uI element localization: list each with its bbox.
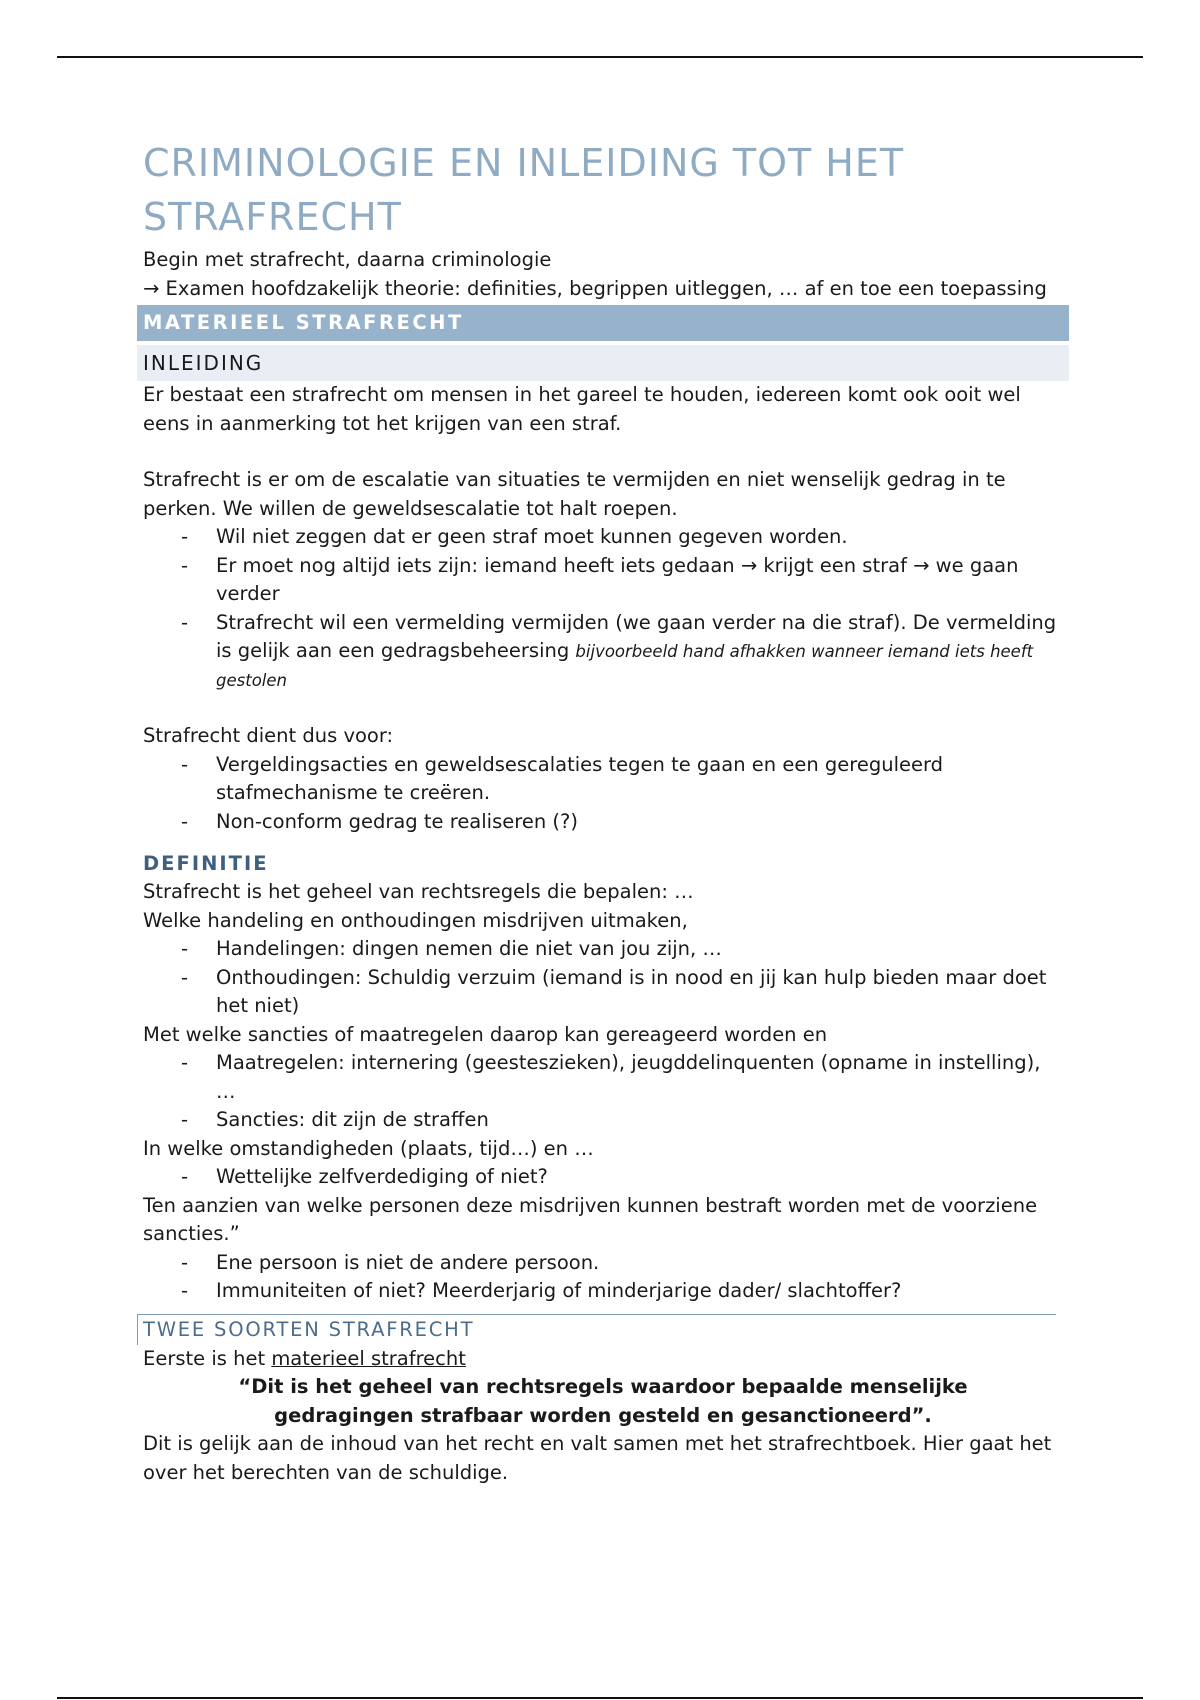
paragraph-text: Eerste is het bbox=[143, 1346, 272, 1370]
footer-rule bbox=[57, 1697, 1143, 1699]
list-item: - Wil niet zeggen dat er geen straf moet kunnen gegeven worden. bbox=[143, 523, 1063, 552]
bullet-list bbox=[143, 1249, 1063, 1306]
paragraph: Ten aanzien van welke personen deze misdrijven kunnen bestraft worden met de voorziene sancties.” bbox=[143, 1193, 1038, 1245]
list-item: - Ene persoon is niet de andere persoon. bbox=[143, 1249, 1063, 1278]
paragraph: Strafrecht is er om de escalatie van situaties te vermijden en niet wenselijk gedrag in te perken. We willen de geweldsescalatie tot halt roepen. bbox=[143, 468, 1006, 520]
example-note: bijvoorbeeld hand afhakken wanneer iemand iets heeft gestolen bbox=[216, 642, 1034, 690]
bullet-list bbox=[143, 523, 1063, 694]
paragraph bbox=[143, 1345, 1063, 1374]
list-item: - Handelingen: dingen nemen die niet van jou zijn, … bbox=[143, 935, 1063, 964]
list-item: - Maatregelen: internering (geesteszieken), jeugddelinquenten (opname in instelling), … bbox=[143, 1049, 1063, 1106]
bullet-list bbox=[143, 1163, 1063, 1192]
list-item: - Non-conform gedrag te realiseren (?) bbox=[143, 808, 1063, 837]
subheading-inleiding: INLEIDING bbox=[137, 345, 1069, 381]
header-rule bbox=[57, 56, 1143, 58]
paragraph: In welke omstandigheden (plaats, tijd…) en … bbox=[143, 1136, 594, 1160]
definition-quote: “Dit is het geheel van rechtsregels waardoor bepaalde menselijke gedragingen strafbaar worden gesteld en gesanctioneerd”. bbox=[238, 1375, 968, 1427]
list-item bbox=[143, 609, 1063, 695]
list-item: - Er moet nog altijd iets zijn: iemand heeft iets gedaan → krijgt een straf → we gaan verder bbox=[143, 552, 1063, 609]
document-title: CRIMINOLOGIE EN INLEIDING TOT HET STRAFRECHT bbox=[143, 141, 905, 239]
paragraph: Welke handeling en onthoudingen misdrijven uitmaken, bbox=[143, 908, 688, 932]
bullet-list bbox=[143, 935, 1063, 1021]
underlined-term: materieel strafrecht bbox=[271, 1346, 466, 1370]
subheading-twee-soorten-strafrecht: TWEE SOORTEN STRAFRECHT bbox=[137, 1314, 1056, 1345]
intro-line-1: Begin met strafrecht, daarna criminologie bbox=[143, 248, 552, 271]
bullet-list bbox=[143, 751, 1063, 837]
list-item: - Sancties: dit zijn de straffen bbox=[143, 1106, 1063, 1135]
paragraph: Met welke sancties of maatregelen daarop kan gereageerd worden en bbox=[143, 1022, 828, 1046]
paragraph: Strafrecht dient dus voor: bbox=[143, 724, 394, 747]
bullet-list bbox=[143, 1049, 1063, 1135]
list-item: - Wettelijke zelfverdediging of niet? bbox=[143, 1163, 1063, 1192]
paragraph: Er bestaat een strafrecht om mensen in het gareel te houden, iedereen komt ook ooit wel eens in aanmerking tot het krijgen van een straf. bbox=[143, 383, 1021, 435]
section-heading-materieel-strafrecht: MATERIEEL STRAFRECHT bbox=[137, 305, 1069, 341]
intro-line-2: → Examen hoofdzakelijk theorie: definities, begrippen uitleggen, … af en toe een toepassing bbox=[143, 276, 1047, 300]
list-item-text: Strafrecht wil een vermelding vermijden (we gaan verder na die straf). De vermelding is gelijk aan een gedragsbeheersing bbox=[216, 610, 1057, 662]
list-item: - Immuniteiten of niet? Meerderjarig of minderjarige dader/ slachtoffer? bbox=[143, 1277, 1063, 1306]
list-item: - Vergeldingsacties en geweldsescalaties tegen te gaan en een gereguleerd stafmechanisme te creëren. bbox=[143, 751, 1063, 808]
subheading-definitie: DEFINITIE bbox=[143, 852, 269, 875]
list-item: - Onthoudingen: Schuldig verzuim (iemand is in nood en jij kan hulp bieden maar doet het niet) bbox=[143, 964, 1063, 1021]
document-body bbox=[143, 136, 1063, 1487]
paragraph: Dit is gelijk aan de inhoud van het recht en valt samen met het strafrechtboek. Hier gaat het over het berechten van de schuldige. bbox=[143, 1432, 1052, 1484]
paragraph: Strafrecht is het geheel van rechtsregels die bepalen: … bbox=[143, 880, 694, 903]
